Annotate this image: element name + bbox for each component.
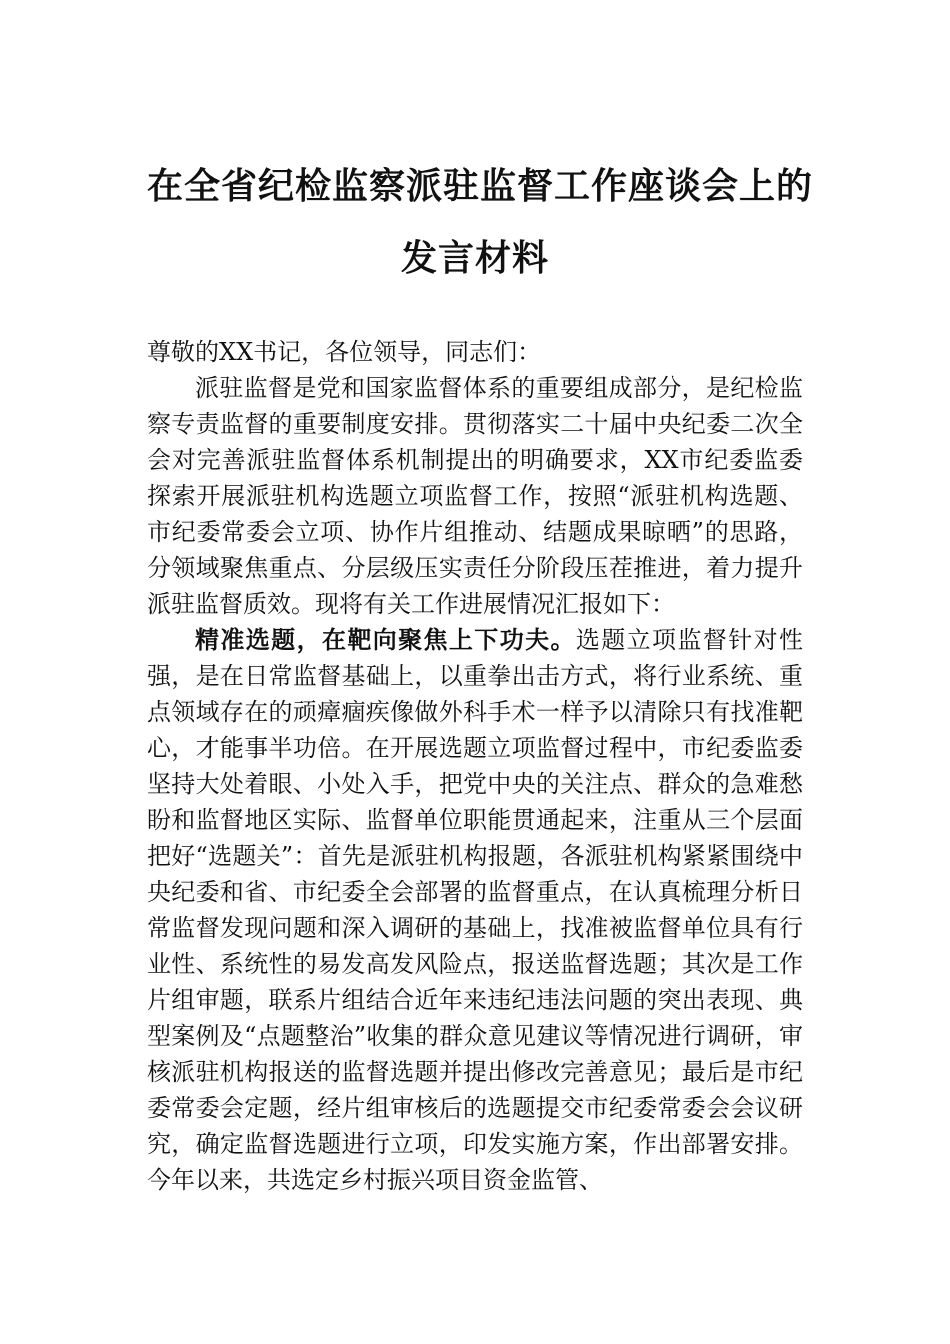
document-title (147, 150, 814, 294)
salutation: 尊敬的XX书记，各位领导，同志们： (147, 338, 542, 366)
paragraph-1 (147, 370, 803, 622)
paragraph-2 (147, 622, 803, 1198)
paragraph-2-text: 选题立项监督针对性强，是在日常监督基础上，以重拳出击方式，将行业系统、重点领域存在的顽瘴痼疾像做外科手术一样予以清除只有找准靶心，才能事半功倍。在开展选题立项监督过程中，市纪委监委坚持大处着眼、小处入手，把党中央的关注点、群众的急难愁盼和监督地区实际、监督单位职能贯通起来，注重从三个层面把好“选题关”：首先是派驻机构报题，各派驻机构紧紧围绕中央纪委和省、市纪委全会部署的监督重点，在认真梳理分析日常监督发现问题和深入调研的基础上，找准被监督单位具有行业性、系统性的易发高发风险点，报送监督选题；其次是工作片组审题，联系片组结合近年来违纪违法问题的突出表现、典型案例及“点题整治”收集的群众意见建议等情况进行调研，审核派驻机构报送的监督选题并提出修改完善意见；最后是市纪委常委会定题，经片组审核后的选题提交市纪委常委会会议研究，确定监督选题进行立项，印发实施方案，作出部署安排。今年以来，共选定乡村振兴项目资金监管、 (147, 626, 804, 1194)
paragraph-1-text: 派驻监督是党和国家监督体系的重要组成部分，是纪检监察专责监督的重要制度安排。贯彻落实二十届中央纪委二次全会对完善派驻监督体系机制提出的明确要求，XX市纪委监委探索开展派驻机构选题立项监督工作，按照“派驻机构选题、市纪委常委会立项、协作片组推动、结题成果晾晒”的思路，分领域聚焦重点、分层级压实责任分阶段压茬推进，着力提升派驻监督质效。现将有关工作进展情况汇报如下： (147, 374, 803, 618)
title-line-1: 在全省纪检监察派驻监督工作座谈会上的 (147, 165, 814, 207)
document-body (147, 334, 803, 1198)
document-page (147, 150, 814, 1198)
title-line-2: 发言材料 (400, 237, 549, 279)
paragraph-2-lead: 精准选题，在靶向聚焦上下功夫。 (195, 625, 576, 654)
